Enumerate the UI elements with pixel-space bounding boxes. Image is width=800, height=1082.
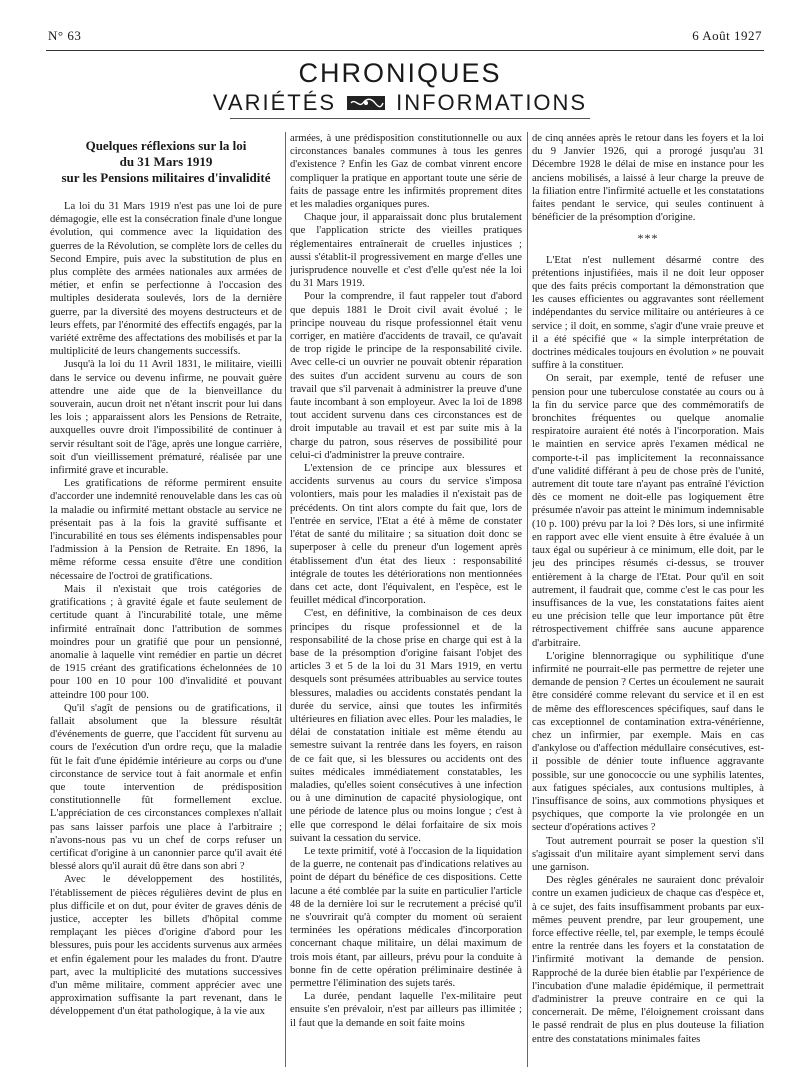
article-title-line: du 31 Mars 1919: [119, 154, 213, 169]
header-rule: [46, 50, 764, 51]
paragraph: L'Etat n'est nullement désarmé contre des prétentions injustifiées, mais il ne doit leur opposer que des faits précis comportant la démonstration que les causes efficientes ou aggravantes sont réellement indépendantes du service militaire ou antérieures à ce service ; il doit, en somme, s'agir d'une vraie preuve et il a été spécifié que « la simple interprétation de doctrines médicales toujours en évolution » ne pouvait suffire à la constituer.: [532, 254, 764, 372]
column-1: [50, 132, 282, 1067]
section-masthead: [0, 58, 800, 116]
section-separator: ***: [637, 231, 659, 246]
page-header: [48, 28, 762, 48]
masthead-informations: INFORMATIONS: [396, 90, 588, 115]
paragraph: Le texte primitif, voté à l'occasion de la liquidation de la guerre, ne contenait pas d'indications relatives au point de départ du bénéfice de ces dispositions. Cette lacune a été comblée par la suite en particulier l'article 48 de la dernière loi sur le recrutement a précisé qu'il ne s'ouvrirait qu'à compter du moment où seraient terminées les opérations médicales d'incorporation concernant chaque militaire, un délai maximum de trois mois étant, par ailleurs, prévu pour la conduite à bonne fin de cette opération préliminaire destinée à permettre l'élimination des sujets tarés.: [290, 845, 522, 989]
paragraph: L'origine blennorragique ou syphilitique d'une infirmité ne pourrait-elle pas permettre de rejeter une demande de pension ? Certes un écoulement ne saurait être considéré comme relevant du service et il en est de même des efflorescences spécifiques, sauf dans le cas exceptionnel de contamination extra-vénérienne, chez un infirmier, par exemple. Mais en cas d'ankylose ou d'affection médullaire consécutives, est-il possible de dénier toute influence aggravante possible, sur une gonococcie ou une syphilis latentes, aux fatigues spéciales, aux contusions multiples, à l'insuffisance de soins, aux commotions physiques et psychiques, que comporte la vie prolongée en un secteur d'opérations actives ?: [532, 650, 764, 834]
column-2: [290, 132, 522, 1067]
masthead-line2: [0, 90, 800, 116]
issue-number: N° 63: [48, 28, 82, 43]
paragraph: Avec le développement des hostilités, l'établissement de pièces régulières devint de plus en plus difficile et on dut, pour éviter de graves dénis de justice, accepter les billets d'hôpital comme remplaçant les pièces d'origine d'abord pour les blessures, puis pour les accidents survenus aux armées et enfin également pour les malades du front. D'autre part, avec la multiplicité des mutations successives d'un même militaire, comment apprécier avec une approximation suffisante la part revenant, dans le développement d'un état pathologique, à la vie aux: [50, 874, 282, 1018]
column-divider: [285, 132, 286, 1067]
column-3: [532, 132, 764, 1067]
paragraph: On serait, par exemple, tenté de refuser une pension pour une tuberculose constatée au cours ou à la fin du service parce que des commémoratifs de bronchites fréquentes ou quelque anomalie respiratoire auraient été notés à l'incorporation. Mais le maintien en service après l'examen médical ne comporte-t-il pas implicitement la reconnaissance d'une validité différant à peu de chose près de l'unité, autrement dit toute tare n'ayant pas entraîné l'éviction dès ce moment ne doit-elle pas logiquement être présumée n'avoir pas atteint le minimum indemnisable (10 p. 100) prévu par la loi ? Dès lors, si une infirmité en rapport avec elle vient ensuite à être évaluée à un taux égal ou supérieur à ce minimum, elle doit, par le jeu des principes résumés ci-dessus, se trouver entièrement à la charge de l'Etat. Pour qu'il en soit autrement, il faudrait que, comme c'est le cas pour les insuffisances de la vue, les constatations faites aient eu une précision telle que leur importance pût être rétrospectivement chiffrée sans aucune apparence d'arbitraire.: [532, 373, 764, 649]
paragraph: armées, à une prédisposition constitutionnelle ou aux circonstances banales communes à tous les genres d'existence ? Enfin les Gaz de combat vinrent encore compliquer la pratique en apportant toute une série de faits de passage entre les infirmités proprement dites et les maladies organiques pures.: [290, 133, 522, 211]
article-columns: [50, 132, 765, 1067]
article-title: [50, 138, 282, 186]
paragraph: Pour la comprendre, il faut rappeler tout d'abord que depuis 1881 le Droit civil avait évolué ; le principe nouveau du risque professionnel était venu corriger, en matière d'accidents de travail, ce qu'avait de trop rigide le principe de la responsabilité civile. Avec celle-ci un ouvrier ne pouvait obtenir réparation des suites d'un accident survenu au cours de son travail que s'il parvenait à administrer la preuve d'une faute incombant à son employeur. Avec la loi de 1898 tout accident survenu dans ces circonstances est de droit imputable au travail et est par suite mis à la charge du patron, sous réserves de possibilité pour celui-ci d'administrer la preuve contraire.: [290, 291, 522, 461]
paragraph: Qu'il s'agît de pensions ou de gratifications, il fallait absolument que la blessure résultât d'événements de guerre, que l'accident fût survenu au cours de l'exécution d'un ordre reçu, que la maladie fût le fait d'une épidémie intérieure au corps ou d'une circonstance de service tout à fait anormale et enfin que toute intervention de prédisposition constitutionnelle fût formellement exclue. L'appréciation de ces circonstances complexes n'allait pas sans laisser parfois une place à l'arbitraire ; n'avons-nous pas vu un chef de corps refuser un certificat d'origine à un canonnier parce qu'il avait été blessé alors qu'il aurait dû être dans son abri ?: [50, 702, 282, 873]
paragraph: Des règles générales ne sauraient donc prévaloir contre un examen judicieux de chaque cas d'espèce et, à ce sujet, des faits insuffisamment probants par eux-mêmes peuvent prendre, par leur groupement, une force effective réelle, tel, par exemple, le temps écoulé entre la rentrée dans les foyers et la constatation de l'infirmité motivant la demande de pension. Rapproché de la durée bien établie par l'expérience de l'incubation d'une maladie épidémique, il permettrait d'administrer la preuve contraire en ce qui la concernerait. De même, l'éloignement croissant dans le passé rendrait de plus en plus douteuse la filiation entre des constatations minimales faites: [532, 875, 764, 1045]
paragraph: de cinq années après le retour dans les foyers et la loi du 9 Janvier 1926, qui a prorogé jusqu'au 31 Décembre 1928 le délai de mise en instance pour les anciens mobilisés, a laissé à leur charge la preuve de la filiation entre l'infirmité actuelle et les constatations faites pendant le service, qui seules continuent à bénéficier de la présomption d'origine.: [532, 133, 764, 224]
paragraph: La durée, pendant laquelle l'ex-militaire peut ensuite s'en prévaloir, n'est par ailleurs pas illimitée ; il faut que la demande en soit faite moins: [290, 991, 522, 1029]
paragraph: Tout autrement pourrait se poser la question s'il s'agissait d'un militaire ayant simplement servi dans une garnison.: [532, 835, 764, 873]
paragraph: Jusqu'à la loi du 11 Avril 1831, le militaire, vieilli dans le service ou devenu infirme, ne pouvait guère attendre une aide que de la bienveillance du souverain, aucun droit net n'étant inscrit pour lui dans les lois ; apparaissent alors les Pensions de Retraite, auxquelles ouvre droit l'impossibilité de continuer à servir résultant soit de l'âge, après une longue carrière, soit d'un vieillissement prématuré, réalisée par une infirmité grave et incurable.: [50, 359, 282, 477]
column-divider: [527, 132, 528, 1067]
masthead-line1: CHRONIQUES: [298, 58, 502, 88]
masthead-varietes: VARIÉTÉS: [212, 90, 337, 115]
paragraph: C'est, en définitive, la combinaison de ces deux principes du risque professionnel et de la responsabilité de la chose prise en charge qui est à la base de la présomption d'origine faisant l'objet des articles 3 et 5 de la loi du 31 Mars 1919, en vertu desquels sont présumées attribuables au service toutes blessures, maladies ou accidents constatés pendant la durée du service, ainsi que toutes les infirmités ultérieures en filiation avec elles. Pour les maladies, le délai de constatation initiale est même étendu au semestre suivant la rentrée dans les foyers, en raison de ce fait que, si les blessures ou accidents ont des suites médicales immédiatement constatables, les maladies, qu'elles soient consécutives à une infection ou à une diminution de capacité physiologique, ont une période de latence plus ou moins longue ; c'est à elle que correspond le délai forfaitaire de six mois suivant la cessation du service.: [290, 608, 522, 844]
paragraph: Les gratifications de réforme permirent ensuite d'accorder une indemnité renouvelable dans les cas où la maladie ou infirmité mettant obstacle au service ne présentait pas à la fois la gravité suffisante et l'incurabilité en tous ses éléments indispensables pour l'admission à la Pension de Retraite. En 1896, la même réforme cessa ensuite d'être une condition nécessaire de l'octroi de gratifications.: [50, 478, 282, 582]
article-title-line: Quelques réflexions sur la loi: [85, 138, 247, 153]
paragraph: Chaque jour, il apparaissait donc plus brutalement que l'application stricte des vieilles pratiques réglementaires entraînerait de cruelles injustices ; aussi s'établit-il progressivement en marge d'elles une jurisprudence nouvelle et c'est d'elle qu'est née la loi du 31 Mars 1919.: [290, 212, 522, 290]
masthead-rule: [230, 118, 590, 119]
paragraph: L'extension de ce principe aux blessures et accidents survenus au cours du service s'imposa volontiers, mais pour les maladies il n'existait pas de précédents. On tint alors compte du fait que, lors de l'entrée en service, l'Etat a été à même de constater l'état de santé du militaire ; sa situation doit donc se superposer à celle du preneur d'un logement après établissement d'un état des lieux : responsabilité intégrale de toutes les détériorations non mentionnées dans cet acte, dont l'équivalent, en l'espèce, est le feuillet médical d'incorporation.: [290, 463, 522, 607]
article-title-line: sur les Pensions militaires d'invalidité: [61, 170, 271, 185]
issue-date: 6 Août 1927: [692, 28, 762, 43]
paragraph: La loi du 31 Mars 1919 n'est pas une loi de pure démagogie, elle est la consécration finale d'une longue évolution, qui commence avec la liquidation des guerres de la Révolution, se complète lors de celles du Second Empire, puis avec la substitution de plus en plus complète des armées nationales aux armées de métier, et enfin se perfectionne à l'occasion des multiples desiderata soulevés, lors de la dernière guerre, par la diversité des moyens destructeurs et de leurs effets, par l'énormité des effectifs engagés, par la variété extrême des affectations des mobilisés et par la multiplicité de leurs changements successifs.: [50, 201, 282, 358]
paragraph: Mais il n'existait que trois catégories de gratifications ; à gravité égale et faute seulement de certitude quant à l'incurabilité totale, une même infirmité entraînait donc l'attribution de sommes moindres pour un gratifié que pour un pensionné, anomalie à laquelle vint remédier en partie un décret de 1915 créant des gratifications échelonnées de 10 pour 100 en 10 pour 100 d'invalidité et pouvant atteindre 100 pour 100.: [50, 583, 282, 701]
ornament-icon: [346, 95, 386, 111]
